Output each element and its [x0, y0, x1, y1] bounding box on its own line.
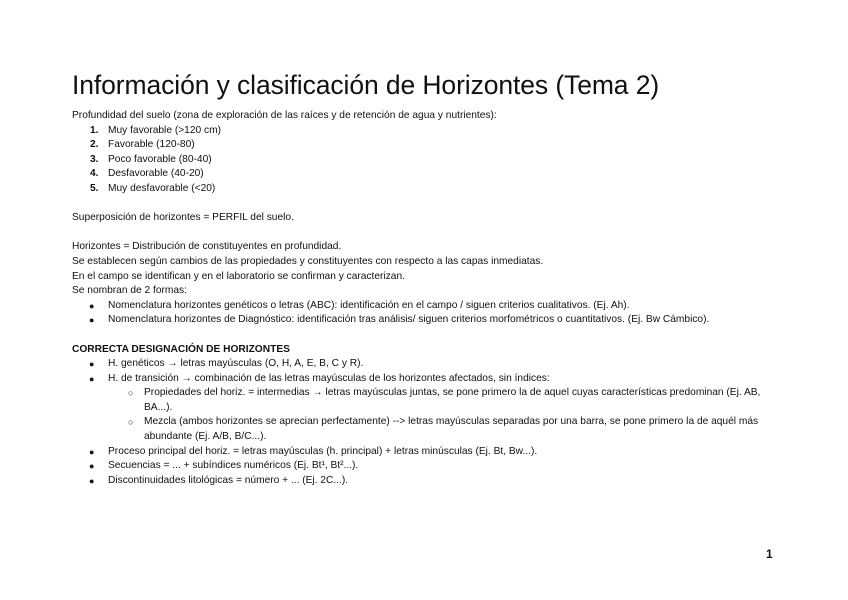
list-text: Desfavorable (40-20)	[108, 168, 204, 180]
horizons-line: Se nombran de 2 formas:	[72, 285, 187, 297]
list-number: 2.	[90, 139, 99, 151]
page-title: Información y clasificación de Horizontes (Tema 2)	[72, 70, 660, 100]
list-text: Nomenclatura horizontes genéticos o letras (ABC): identificación en el campo / siguen criterios cualitativos. (Ej. Ah).	[108, 299, 630, 311]
list-item	[72, 474, 787, 489]
bullet-icon: ●	[89, 315, 95, 326]
horizons-line: Horizontes = Distribución de constituyentes en profundidad.	[72, 241, 342, 253]
document-body	[72, 109, 787, 488]
list-item	[90, 182, 787, 197]
list-item	[90, 138, 787, 153]
list-item	[72, 372, 787, 445]
list-text: Poco favorable (80-40)	[108, 153, 212, 165]
horizons-line: En el campo se identifican y en el laboratorio se confirman y caracterizan.	[72, 270, 405, 282]
list-text: Mezcla (ambos horizontes se aprecian perfectamente) --> letras mayúsculas separadas por una barra, se pone primero la de aquél más abundante (Ej. A/B, B/C...).	[144, 416, 759, 443]
list-text: Propiedades del horiz. = intermedias → letras mayúsculas juntas, se pone primero la de aquel cuyas características predominan (Ej. AB, BA...).	[144, 387, 761, 413]
list-number: 4.	[90, 168, 99, 180]
page-number: 1	[766, 547, 773, 561]
transition-sublist	[108, 386, 787, 444]
circle-bullet-icon: ○	[128, 417, 134, 428]
circle-bullet-icon: ○	[128, 388, 134, 399]
list-text: Nomenclatura horizontes de Diagnóstico: identificación tras análisis/ siguen criterios morfométricos o cuantitativos. (Ej. Bw Cámbico).	[108, 314, 710, 326]
bullet-icon: ●	[89, 461, 95, 472]
list-text: H. de transición → combinación de las letras mayúsculas de los horizontes afectados, sin índices:	[108, 372, 550, 384]
list-item	[72, 357, 787, 372]
sublist-item	[108, 386, 787, 415]
list-text: Muy favorable (>120 cm)	[108, 124, 221, 136]
list-item	[90, 124, 787, 139]
bullet-icon: ●	[89, 446, 95, 457]
list-text: Favorable (120-80)	[108, 139, 195, 151]
list-text: Proceso principal del horiz. = letras mayúsculas (h. principal) + letras minúsculas (Ej. Bt, Bw...).	[108, 445, 538, 457]
list-item	[72, 459, 787, 474]
list-text: Muy desfavorable (<20)	[108, 182, 216, 194]
list-text: Secuencias = ... + subíndices numéricos (Ej. Bt¹, Bt²...).	[108, 460, 359, 472]
list-text: H. genéticos → letras mayúsculas (O, H, A, E, B, C y R).	[108, 358, 364, 370]
list-item	[90, 167, 787, 182]
list-item	[90, 153, 787, 168]
list-number: 3.	[90, 153, 99, 165]
horizons-line: Se establecen según cambios de las propiedades y constituyentes con respecto a las capas inmediatas.	[72, 255, 544, 267]
section-heading: CORRECTA DESIGNACIÓN DE HORIZONTES	[72, 343, 290, 355]
list-item	[72, 313, 787, 328]
bullet-icon: ●	[89, 359, 95, 370]
depth-intro: Profundidad del suelo (zona de exploración de las raíces y de retención de agua y nutrientes):	[72, 110, 497, 121]
list-item	[72, 445, 787, 460]
designation-list	[72, 357, 787, 488]
bullet-icon: ●	[89, 373, 95, 384]
nomenclature-list	[72, 299, 787, 328]
bullet-icon: ●	[89, 300, 95, 311]
profile-line: Superposición de horizontes = PERFIL del suelo.	[72, 212, 294, 224]
list-number: 1.	[90, 124, 99, 136]
list-number: 5.	[90, 182, 99, 194]
bullet-icon: ●	[89, 475, 95, 486]
list-item	[72, 299, 787, 314]
sublist-item	[108, 415, 787, 444]
depth-list	[72, 124, 787, 197]
list-text: Discontinuidades litológicas = número + ... (Ej. 2C...).	[108, 474, 349, 486]
